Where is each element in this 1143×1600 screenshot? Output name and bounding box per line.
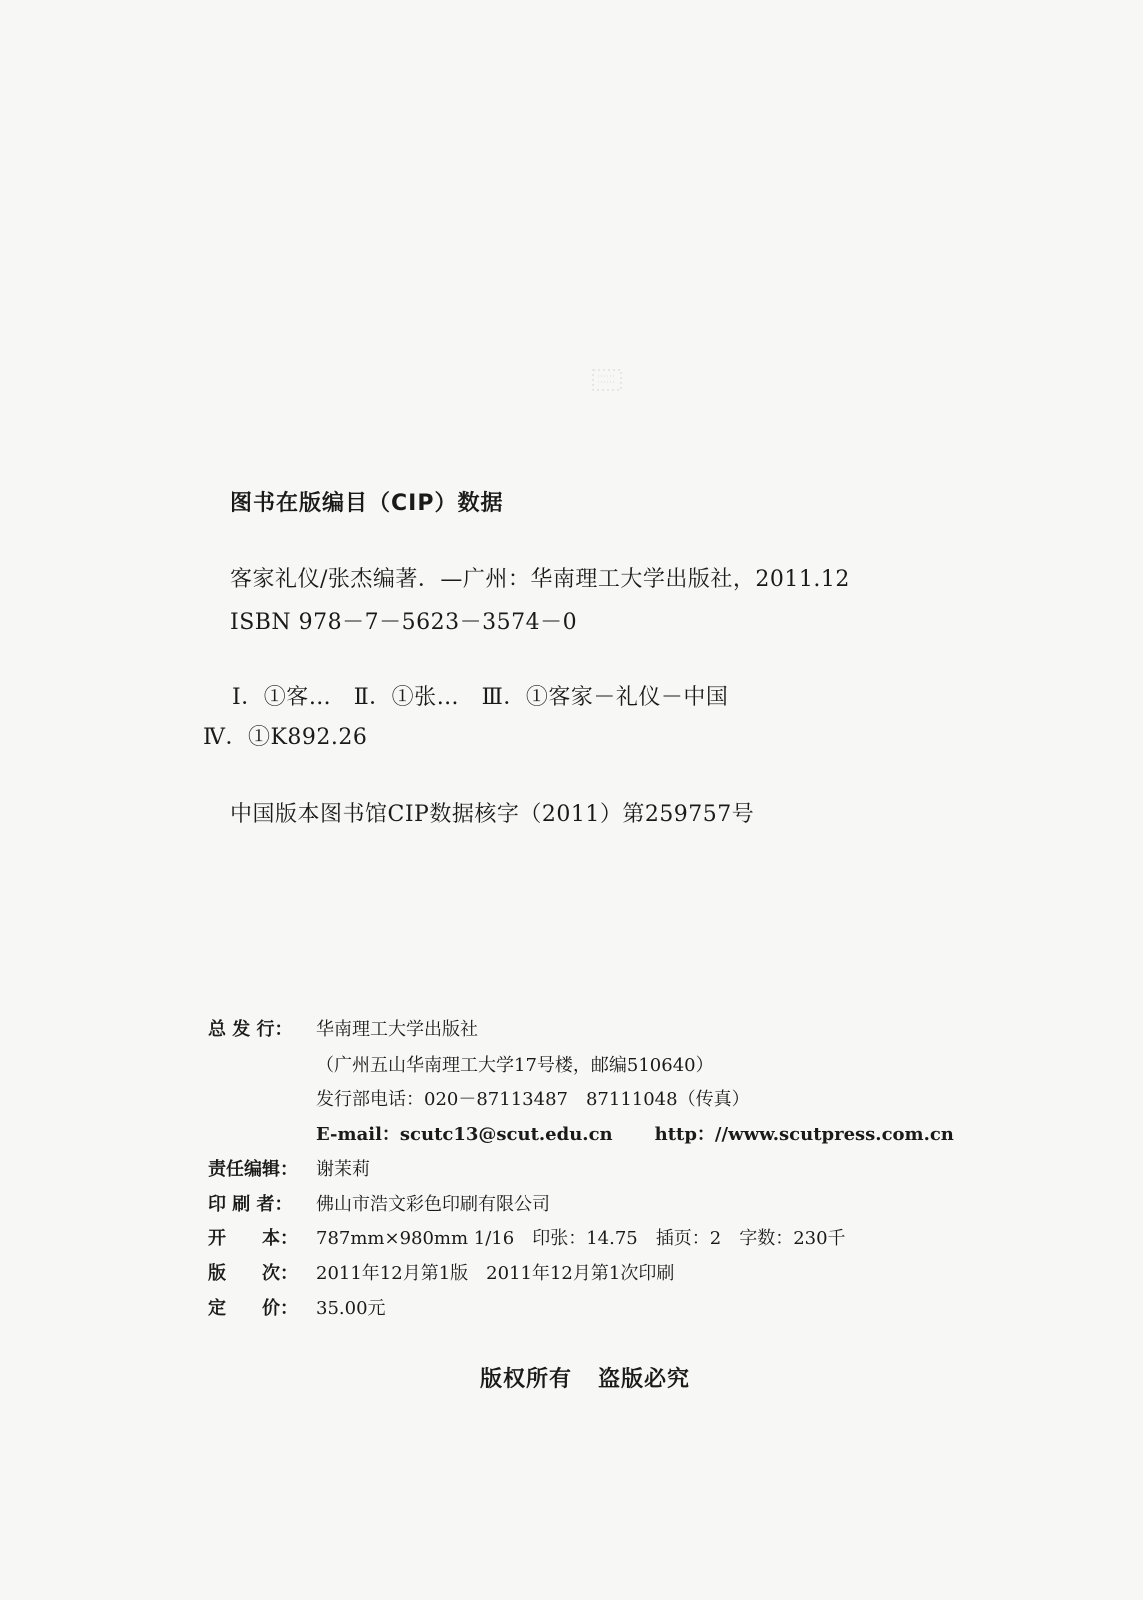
- price-value: 35.00元: [316, 1298, 386, 1319]
- plates-value: 插页：2: [655, 1228, 722, 1249]
- faint-stamp-mark: [590, 366, 624, 394]
- cip-record-number-line: 中国版本图书馆CIP数据核字（2011）第259757号: [230, 802, 755, 827]
- publisher-email: E-mail：scutc13@scut.edu.cn: [316, 1124, 613, 1145]
- publisher-name: 华南理工大学出版社: [316, 1019, 478, 1040]
- copyright-part-1: 版权所有: [480, 1367, 573, 1392]
- cip-title-line: 客家礼仪/张杰编著．—广州：华南理工大学出版社，2011.12: [230, 567, 850, 592]
- price-label: 定 价：: [208, 1298, 298, 1319]
- cip-classification-line: Ⅳ．①K892.26: [203, 725, 368, 750]
- cip-heading: 图书在版编目（CIP）数据: [230, 491, 504, 516]
- format-label: 开 本：: [208, 1228, 298, 1249]
- publisher-label: 总 发 行：: [208, 1019, 293, 1040]
- editor-name: 谢茉莉: [316, 1159, 370, 1180]
- sheets-value: 印张：14.75: [532, 1228, 638, 1249]
- format-value: 787mm×980mm 1/16: [316, 1228, 515, 1249]
- editor-row: [208, 1155, 370, 1181]
- price-row: [208, 1294, 386, 1320]
- printing-value: 2011年12月第1次印刷: [486, 1263, 675, 1284]
- copyright-part-2: 盗版必究: [598, 1367, 691, 1392]
- edition-value: 2011年12月第1版: [316, 1263, 469, 1284]
- edition-label: 版 次：: [208, 1263, 298, 1284]
- printer-label: 印 刷 者：: [208, 1194, 293, 1215]
- copyright-notice: [480, 1362, 690, 1393]
- editor-label: 责任编辑：: [208, 1159, 298, 1180]
- word-count-value: 字数：230千: [739, 1228, 846, 1249]
- publisher-row: [208, 1015, 478, 1041]
- publisher-contact-row: [316, 1120, 954, 1146]
- publisher-address: （广州五山华南理工大学17号楼，邮编510640）: [316, 1055, 714, 1076]
- publisher-website: http：//www.scutpress.com.cn: [654, 1124, 954, 1145]
- format-row: [208, 1224, 846, 1250]
- cip-isbn-line: ISBN 978－7－5623－3574－0: [230, 610, 578, 635]
- cip-subject-line: Ⅰ．①客… Ⅱ．①张… Ⅲ．①客家－礼仪－中国: [232, 685, 729, 710]
- publisher-phone: 发行部电话：020－87113487 87111048（传真）: [316, 1089, 750, 1110]
- edition-row: [208, 1259, 674, 1285]
- printer-row: [208, 1190, 550, 1216]
- printer-name: 佛山市浩文彩色印刷有限公司: [316, 1194, 550, 1215]
